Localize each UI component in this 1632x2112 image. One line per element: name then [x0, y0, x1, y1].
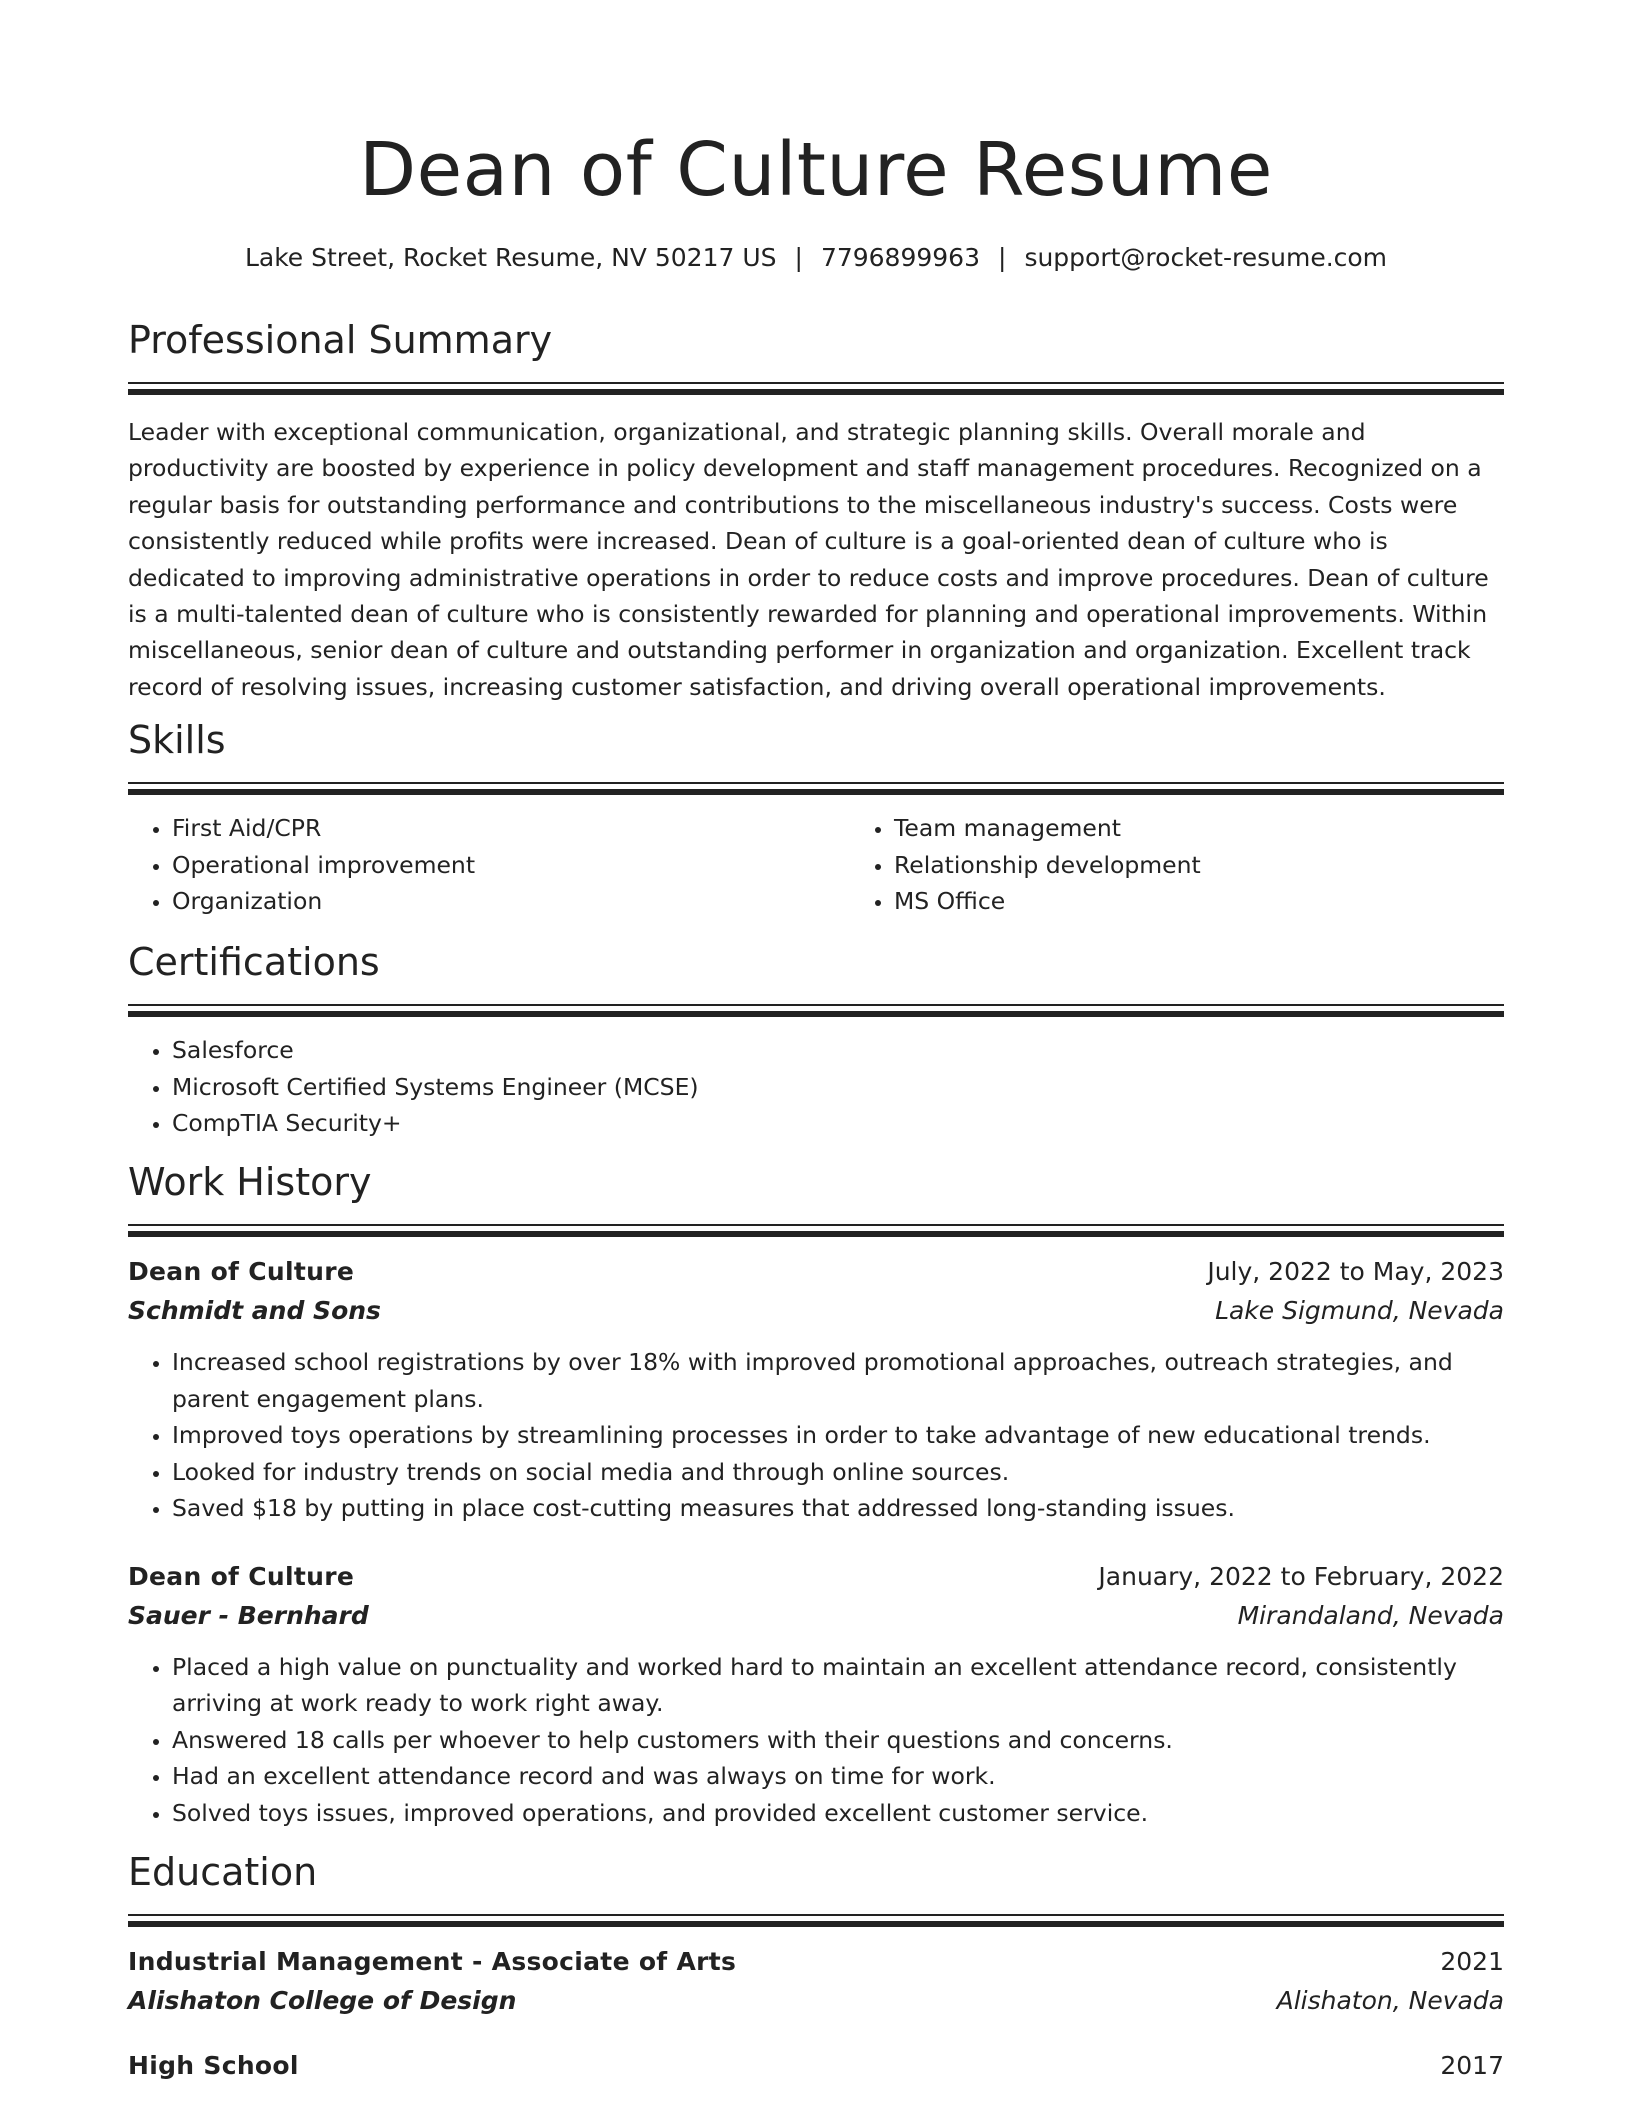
- resume-title: Dean of Culture Resume: [359, 127, 1273, 213]
- education-location: Alishaton, Nevada: [1276, 1986, 1504, 2015]
- skills-list-right: [850, 810, 1572, 920]
- certifications-section: [128, 936, 1504, 1142]
- job-company: Schmidt and Sons: [128, 1296, 381, 1325]
- job-subheader: [128, 1291, 1504, 1330]
- contact-address: Lake Street, Rocket Resume, NV 50217 US: [244, 243, 777, 272]
- job-title: Dean of Culture: [128, 1257, 355, 1286]
- list-item: • Operational improvement: [172, 847, 850, 884]
- list-item: • Placed a high value on punctuality and worked hard to maintain an excellent attendance record, consistently arriving at work ready to work right away.: [172, 1649, 1504, 1722]
- list-item: • Saved $18 by putting in place cost-cutting measures that addressed long-standing issues.: [172, 1490, 1504, 1527]
- work-section: [128, 1156, 1504, 1831]
- list-item: • Relationship development: [894, 847, 1572, 884]
- job-title: Dean of Culture: [128, 1561, 355, 1591]
- education-subheader: [128, 1981, 1504, 2020]
- section-divider: [128, 782, 1504, 794]
- job-dates: July, 2022 to May, 2023: [1207, 1257, 1504, 1286]
- list-item: • CompTIA Security+: [172, 1105, 1504, 1142]
- summary-heading: Professional Summary: [128, 318, 553, 362]
- list-item: • Improved toys operations by streamlining processes in order to take advantage of new educational trends.: [172, 1417, 1504, 1454]
- list-item: • Had an excellent attendance record and was always on time for work.: [172, 1758, 1504, 1795]
- summary-text: Leader with exceptional communication, organizational, and strategic planning skills. Overall morale and productivity are boosted by experience in policy development and staff management procedures. Recognized on a regular basis for outstanding performance and contributions to the miscellaneous industry's success. Costs were consistently reduced while profits were increased. Dean of culture is a goal-oriented dean of culture who is dedicated to improving administrative operations in order to reduce costs and improve procedures. Dean of culture is a multi-talented dean of culture who is consistently rewarded for planning and operational improvements. Within miscellaneous, senior dean of culture and outstanding performer in organization and organization. Excellent track record of resolving issues, increasing customer satisfaction, and driving overall operational improvements.: [128, 418, 1489, 701]
- section-divider: [128, 382, 1504, 394]
- list-item: • Increased school registrations by over 18% with improved promotional approaches, outreach strategies, and parent engagement plans.: [172, 1344, 1504, 1417]
- job-bullets: [128, 1344, 1504, 1527]
- list-item: • MS Office: [894, 883, 1572, 920]
- list-item: • Salesforce: [172, 1032, 1504, 1069]
- section-divider: [128, 1224, 1504, 1236]
- job-location: Mirandaland, Nevada: [1237, 1600, 1504, 1630]
- certifications-heading: Certifications: [128, 940, 380, 984]
- education-degree: Industrial Management - Associate of Arts: [128, 1947, 737, 1976]
- section-divider: [128, 1914, 1504, 1926]
- education-degree: High School: [128, 2051, 299, 2080]
- skills-list-left: [128, 810, 850, 920]
- education-header: [128, 1942, 1504, 1981]
- job-header: [128, 1557, 1504, 1596]
- job-dates: January, 2022 to February, 2022: [1098, 1561, 1504, 1591]
- summary-section: [128, 314, 1504, 705]
- contact-separator: |: [794, 243, 803, 272]
- education-entry: [128, 2046, 1504, 2085]
- education-entry: [128, 1942, 1504, 2020]
- contact-line: [128, 240, 1504, 276]
- education-heading: Education: [128, 1850, 318, 1894]
- section-divider: [128, 1004, 1504, 1016]
- education-year: 2017: [1440, 2051, 1504, 2080]
- contact-phone: 7796899963: [820, 243, 980, 272]
- skills-section: [128, 714, 1504, 920]
- job-header: [128, 1252, 1504, 1291]
- work-heading: Work History: [128, 1160, 372, 1204]
- skills-columns: [128, 810, 1504, 920]
- job-location: Lake Sigmund, Nevada: [1215, 1296, 1504, 1325]
- resume-page: [128, 118, 1504, 2080]
- education-section: [128, 1846, 1504, 2085]
- certifications-list: [128, 1032, 1504, 1142]
- job-entry: [128, 1252, 1504, 1527]
- contact-email: support@rocket-resume.com: [1024, 243, 1388, 272]
- list-item: • Answered 18 calls per whoever to help customers with their questions and concerns.: [172, 1722, 1504, 1759]
- list-item: • Solved toys issues, improved operations, and provided excellent customer service.: [172, 1795, 1504, 1832]
- contact-separator: |: [998, 243, 1007, 272]
- job-entry: [128, 1557, 1504, 1832]
- education-header: [128, 2046, 1504, 2085]
- skills-heading: Skills: [128, 718, 226, 762]
- job-bullets: [128, 1649, 1504, 1832]
- education-school: Alishaton College of Design: [128, 1986, 517, 2015]
- education-year: 2021: [1440, 1947, 1504, 1976]
- list-item: • First Aid/CPR: [172, 810, 850, 847]
- list-item: • Team management: [894, 810, 1572, 847]
- list-item: • Looked for industry trends on social media and through online sources.: [172, 1454, 1504, 1491]
- list-item: • Microsoft Certified Systems Engineer (MCSE): [172, 1069, 1504, 1106]
- list-item: • Organization: [172, 883, 850, 920]
- job-subheader: [128, 1596, 1504, 1635]
- job-company: Sauer - Bernhard: [128, 1600, 369, 1630]
